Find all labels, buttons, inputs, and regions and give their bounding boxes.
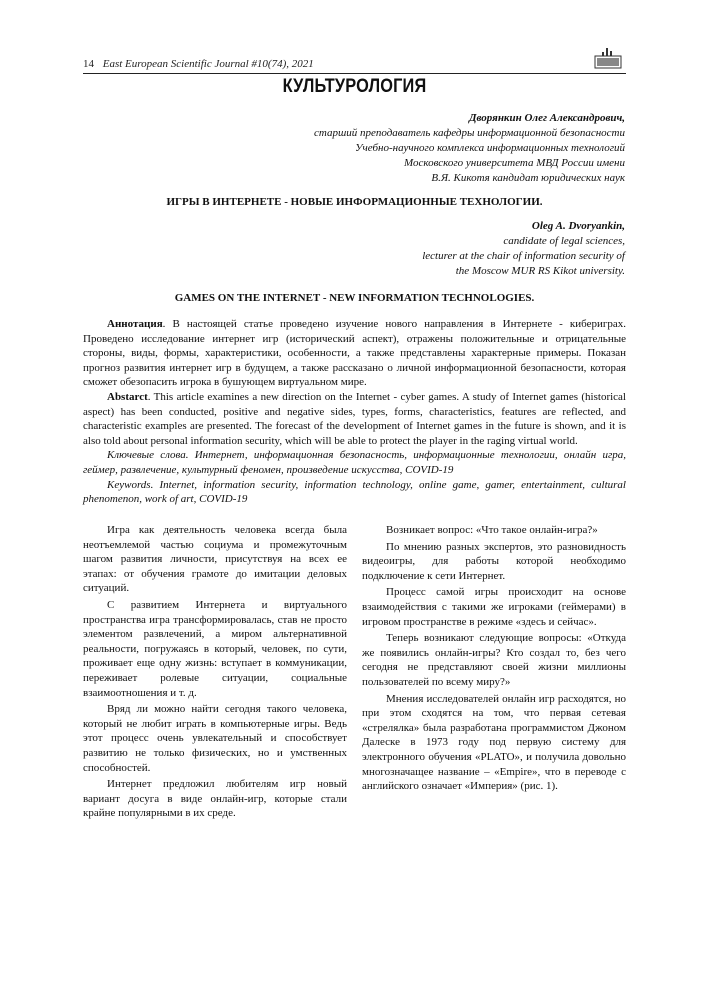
article-title-en: GAMES ON THE INTERNET - NEW INFORMATION TECHNOLOGIES. [174, 292, 535, 304]
author-block-ru [314, 111, 625, 186]
body-paragraph: Игра как деятельность человека всегда была неотъемлемой частью социума и промежуточным шагом развития личности, присутствуя на всех ее этапах: от обучения грамоте до имитации деловых ситуаций. [83, 524, 347, 595]
abstract [83, 317, 626, 507]
body-paragraph: Интернет предложил любителям игр новый вариант досуга в виде онлайн-игр, которые стали крайне популярными в их среде. [83, 778, 347, 820]
author-affiliation-line: Московского университета МВД России имени [403, 157, 625, 169]
author-block-en [422, 219, 625, 279]
abstract-en [83, 390, 626, 448]
page-number: 14 [83, 58, 94, 70]
body-paragraph: Возникает вопрос: «Что такое онлайн-игра?» [386, 524, 598, 536]
running-head [83, 58, 626, 70]
body-column-right [362, 523, 626, 796]
keywords-en: Keywords. Internet, information security, information technology, online game, gamer, entertainment, cultural phenomenon, work of art, COVID-19 [83, 478, 626, 506]
body-column-left [83, 523, 347, 823]
author-affiliation-line: Учебно-научного комплекса информационных технологий [355, 142, 625, 154]
body-paragraph: Вряд ли можно найти сегодня такого человека, который не любит играть в компьютерные игры. Ведь этот процесс очень увлекательный и способствует развитию не только физических, но и умственных способностей. [83, 703, 347, 774]
author-affiliation-line: the Moscow MUR RS Kikot university. [455, 265, 625, 277]
section-title: КУЛЬТУРОЛОГИЯ [282, 76, 427, 97]
body-paragraph: С развитием Интернета и виртуального пространства игра трансформировалась, став не просто элементом развлечений, а миром альтернативной реальности, погружаясь в который, человек, по сути, проживает еще одну жизнь: вступает в коммуникации, переживает ролевые ситуации, социальные взаимоотношения и т. д. [83, 598, 347, 699]
abstract-en-text: . This article examines a new direction on the Internet - cyber games. A study of Internet games (historical aspect) has been conducted, positive and negative sides, types, forms, characteristics, features are reflected, and characteristic examples are presented. The forecast of the development of Internet games in the future is shown, and it is also told about personal information security, which will be able to protect the player in the raging virtual world. [83, 390, 626, 447]
author-affiliation-line: lecturer at the chair of information security of [422, 250, 625, 262]
journal-name: East European Scientific Journal #10(74), 2021 [102, 58, 314, 70]
body-paragraph: Мнения исследователей онлайн игр расходятся, но при этом сходятся на том, что первая сетевая «стрелялка» была разработана программистом Джоном Далеске в 1973 году под первую систему для электронного обучения «PLATO», и получила довольно многозначащее название – «Empire», что в переводе с английского означает «Империя» (рис. 1). [362, 692, 626, 793]
abstract-ru-text: . В настоящей статье проведено изучение нового направления в Интернете - кибериграх. Проведено исследование интернет игр (исторический аспект), отражены положительные и отрицательные стороны, виды, формы, характеристики, особенности, а также представлены характерные примеры. Показан прогноз развития интернет игр в будущем, а также рассказано о личной информационной безопасности, которая сможет обезопасить игрока в бушующем виртуальном мире. [83, 318, 626, 389]
abstract-ru-label: Аннотация [107, 318, 163, 330]
abstract-ru [83, 317, 626, 390]
author-name-ru: Дворянкин Олег Александрович, [469, 112, 625, 124]
body-paragraph: Теперь возникают следующие вопросы: «Откуда же появились онлайн-игры? Кто создал то, без чего сегодня не представляют своей жизни миллионы пользователей по всему миру?» [362, 632, 626, 688]
article-title-ru: ИГРЫ В ИНТЕРНЕТЕ - НОВЫЕ ИНФОРМАЦИОННЫЕ ТЕХНОЛОГИИ. [166, 196, 543, 208]
author-affiliation-line: candidate of legal sciences, [503, 235, 625, 247]
author-name-en: Oleg A. Dvoryankin, [531, 220, 625, 232]
author-affiliation-line: В.Я. Кикотя кандидат юридических наук [431, 172, 625, 184]
journal-logo-icon [593, 46, 623, 70]
author-affiliation-line: старший преподаватель кафедры информационной безопасности [313, 127, 625, 139]
keywords-ru: Ключевые слова. Интернет, информационная безопасность, информационные технологии, онлайн игра, геймер, развлечение, культурный феномен, произведение искусства, COVID-19 [83, 449, 626, 476]
abstract-en-label: Abstarct [107, 390, 148, 403]
body-paragraph: Процесс самой игры происходит на основе взаимодействия с такими же игроками (геймерами) в игровом пространстве в режиме «здесь и сейчас». [362, 586, 626, 628]
body-paragraph: По мнению разных экспертов, это разновидность видеоигры, для работы которой необходимо подключение к сети Интернет. [362, 540, 626, 582]
header-rule [83, 73, 626, 74]
